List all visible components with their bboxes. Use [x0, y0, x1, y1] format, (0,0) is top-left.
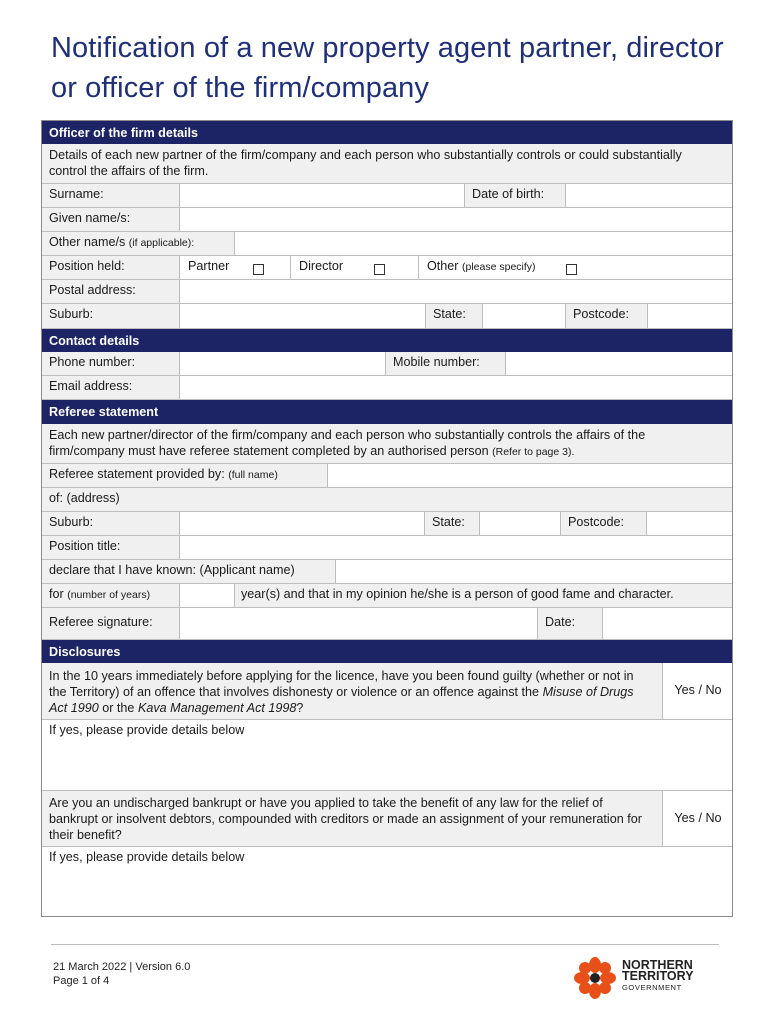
referee-postcode-field[interactable] — [646, 512, 732, 535]
provided-by-field[interactable] — [327, 464, 732, 487]
referee-suburb-label: Suburb: — [49, 515, 94, 529]
phone-label: Phone number: — [49, 355, 136, 369]
disclosure-q1-details-row — [42, 720, 732, 791]
for-note: (number of years) — [67, 589, 151, 601]
section-header-label: Disclosures — [49, 645, 121, 659]
applicant-name-field[interactable] — [335, 560, 732, 583]
referee-state-field[interactable] — [479, 512, 560, 535]
section-header-disclosures — [42, 640, 732, 663]
email-row — [42, 376, 732, 400]
other-label: Other — [427, 259, 459, 273]
for-label: for — [49, 587, 64, 601]
position-held-row — [42, 256, 732, 280]
position-title-row — [42, 536, 732, 560]
provided-by-label: Referee statement provided by: — [49, 467, 225, 481]
director-checkbox[interactable] — [374, 264, 385, 275]
postcode-field[interactable] — [647, 304, 732, 328]
q1-details-label: If yes, please provide details below — [49, 723, 245, 737]
referee-description-row — [42, 424, 732, 464]
referee-description-note: (Refer to page 3). — [492, 446, 575, 458]
given-names-label: Given name/s: — [49, 211, 131, 225]
section-header-contact — [42, 329, 732, 352]
partner-label: Partner — [188, 259, 230, 273]
logo-line-1: NORTHERN — [622, 958, 693, 972]
referee-suburb-field[interactable] — [179, 512, 424, 535]
section-header-label: Officer of the firm details — [49, 126, 199, 140]
position-held-label: Position held: — [49, 259, 125, 273]
dob-label: Date of birth: — [472, 187, 545, 201]
declare-row — [42, 560, 732, 584]
surname-row — [42, 184, 732, 208]
referee-address-row — [42, 488, 732, 512]
nt-government-logo — [572, 956, 722, 1000]
other-names-row — [42, 232, 732, 256]
provided-by-note: (full name) — [228, 469, 278, 481]
given-names-row — [42, 208, 732, 232]
q2-details-label: If yes, please provide details below — [49, 850, 245, 864]
section-header-label: Referee statement — [49, 405, 159, 419]
referee-postcode-label: Postcode: — [568, 515, 625, 529]
partner-checkbox[interactable] — [253, 264, 264, 275]
signature-row — [42, 608, 732, 640]
referee-state-label: State: — [432, 515, 465, 529]
postal-address-field[interactable] — [179, 280, 732, 303]
state-field[interactable] — [482, 304, 565, 328]
other-names-label: Other name/s — [49, 235, 126, 249]
flower-logo-icon — [572, 956, 618, 1000]
form-table — [41, 120, 733, 917]
mobile-label: Mobile number: — [393, 355, 480, 369]
disclosure-q1-text: In the 10 years immediately before applying for the licence, have you been found guilty (whether or not in the Territory) of an offence that involves dishonesty or violence or an offence against the Misuse of Drugs Act 1990 or the Kava Management Act 1998? — [49, 669, 634, 715]
phone-row — [42, 352, 732, 376]
footer — [53, 960, 190, 988]
disclosure-q1-row — [42, 663, 732, 720]
signature-label: Referee signature: — [49, 615, 153, 629]
signature-field[interactable] — [179, 608, 537, 639]
referee-date-label: Date: — [545, 615, 576, 629]
other-checkbox[interactable] — [566, 264, 577, 275]
suburb-label: Suburb: — [49, 307, 94, 321]
position-title-field[interactable] — [179, 536, 732, 559]
officer-description-row — [42, 144, 732, 184]
postal-address-row — [42, 280, 732, 304]
footer-divider — [51, 944, 719, 945]
years-field[interactable] — [179, 584, 234, 607]
q1-yes-no[interactable]: Yes / No — [674, 683, 722, 697]
referee-description: Each new partner/director of the firm/company and each person who substantially controls the affairs of the firm/company must have referee statement completed by an authorised person — [49, 428, 646, 458]
officer-description: Details of each new partner of the firm/company and each person who substantially controls or could substantially control the affairs of the firm. — [49, 148, 682, 178]
referee-suburb-row — [42, 512, 732, 536]
section-header-label: Contact details — [49, 334, 140, 348]
suburb-field[interactable] — [179, 304, 425, 328]
dob-field[interactable] — [565, 184, 732, 207]
logo-line-2: TERRITORY — [622, 969, 694, 983]
other-names-field[interactable] — [234, 232, 732, 255]
email-label: Email address: — [49, 379, 133, 393]
section-header-officer — [42, 121, 732, 144]
surname-field[interactable] — [179, 184, 464, 207]
position-title-label: Position title: — [49, 539, 121, 553]
other-note: (please specify) — [462, 261, 536, 273]
disclosure-q2-details-row — [42, 847, 732, 917]
referee-date-field[interactable] — [602, 608, 732, 639]
years-text: year(s) and that in my opinion he/she is a person of good fame and character. — [241, 587, 674, 601]
suburb-row — [42, 304, 732, 329]
provided-by-row — [42, 464, 732, 488]
given-names-field[interactable] — [179, 208, 732, 231]
mobile-field[interactable] — [505, 352, 732, 375]
section-header-referee — [42, 400, 732, 424]
logo-line-3: GOVERNMENT — [622, 983, 682, 992]
email-field[interactable] — [179, 376, 732, 399]
years-row — [42, 584, 732, 608]
disclosure-q2-row — [42, 791, 732, 847]
postcode-label: Postcode: — [573, 307, 630, 321]
state-label: State: — [433, 307, 466, 321]
director-label: Director — [299, 259, 344, 273]
surname-label: Surname: — [49, 187, 104, 201]
other-names-note: (if applicable): — [128, 237, 195, 249]
phone-field[interactable] — [179, 352, 385, 375]
page-title: Notification of a new property agent partner, director or officer of the firm/company — [51, 32, 724, 104]
referee-address-label: of: (address) — [49, 491, 120, 505]
footer-page-number: Page 1 of 4 — [53, 975, 110, 987]
q2-yes-no[interactable]: Yes / No — [674, 811, 722, 825]
postal-address-label: Postal address: — [49, 283, 136, 297]
footer-date-version: 21 March 2022 | Version 6.0 — [53, 961, 191, 973]
declare-label: declare that I have known: (Applicant name) — [49, 563, 295, 577]
disclosure-q2-text: Are you an undischarged bankrupt or have you applied to take the benefit of any law for the relief of bankrupt or insolvent debtors, compounded with creditors or made an assignment of your remuneration for their benefit? — [49, 796, 642, 842]
